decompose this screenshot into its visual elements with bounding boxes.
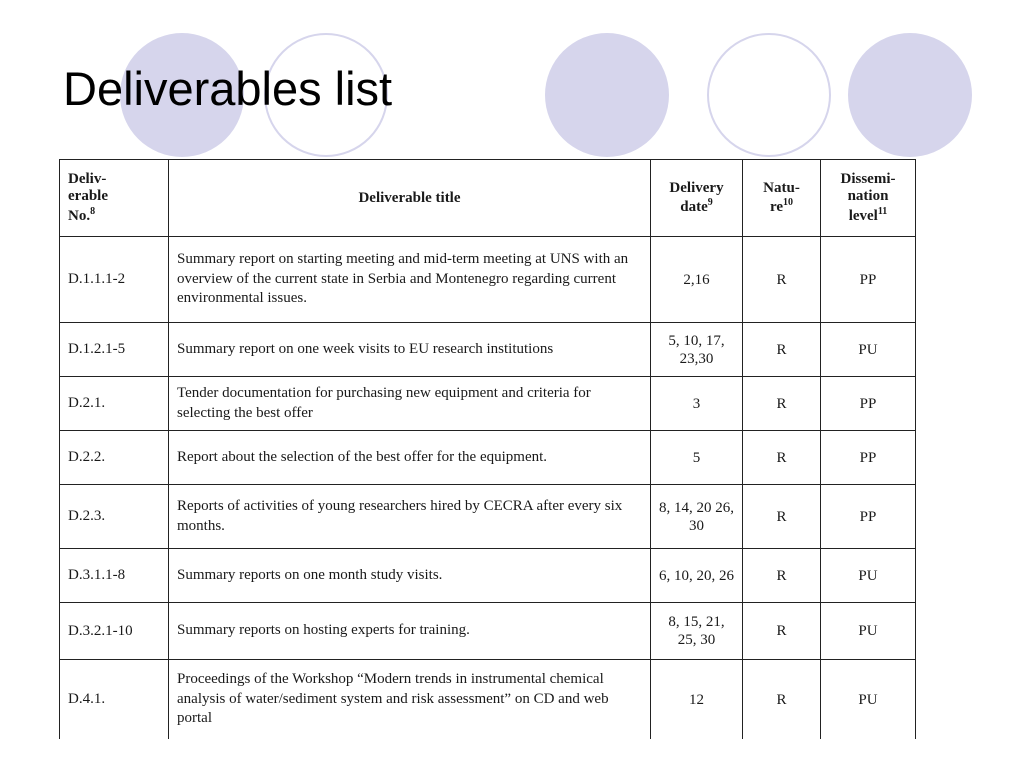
cell-deliverable-title: Tender documentation for purchasing new equipment and criteria for selecting the best offer: [169, 377, 651, 431]
cell-deliverable-no: D.1.1.1-2: [60, 237, 169, 323]
header-delivery-date: Delivery date$^9$: [651, 160, 743, 237]
table-row: [60, 549, 916, 603]
cell-delivery-date: 2,16: [651, 237, 743, 323]
cell-deliverable-title: Report about the selection of the best offer for the equipment.: [169, 431, 651, 485]
cell-delivery-date: 3: [651, 377, 743, 431]
table-row: [60, 377, 916, 431]
cell-deliverable-title: Proceedings of the Workshop “Modern trends in instrumental chemical analysis of water/sediment system and risk assessment” on CD and web portal: [169, 660, 651, 740]
cell-deliverable-no: D.1.2.1-5: [60, 323, 169, 377]
table-row: [60, 485, 916, 549]
cell-deliverable-no: D.2.2.: [60, 431, 169, 485]
cell-dissemination-level: PP: [821, 377, 916, 431]
cell-deliverable-no: D.3.2.1-10: [60, 603, 169, 660]
cell-dissemination-level: PP: [821, 431, 916, 485]
cell-dissemination-level: PP: [821, 237, 916, 323]
cell-deliverable-title: Summary report on starting meeting and mid-term meeting at UNS with an overview of the current state in Serbia and Montenegro regarding current environmental issues.: [169, 237, 651, 323]
table-row: [60, 237, 916, 323]
slide-title: Deliverables list: [63, 62, 393, 115]
cell-dissemination-level: PP: [821, 485, 916, 549]
cell-nature: R: [743, 377, 821, 431]
cell-nature: R: [743, 237, 821, 323]
decor-circle-5: [848, 33, 972, 157]
cell-nature: R: [743, 431, 821, 485]
cell-deliverable-title: Summary report on one week visits to EU research institutions: [169, 323, 651, 377]
cell-delivery-date: 12: [651, 660, 743, 740]
cell-nature: R: [743, 603, 821, 660]
cell-delivery-date: 8, 15, 21, 25, 30: [651, 603, 743, 660]
cell-dissemination-level: PU: [821, 660, 916, 740]
cell-nature: R: [743, 549, 821, 603]
cell-delivery-date: 6, 10, 20, 26: [651, 549, 743, 603]
header-dissemination-level: Dissemi- nation level$^{11}$: [821, 160, 916, 237]
table-row: [60, 660, 916, 740]
cell-deliverable-no: D.2.1.: [60, 377, 169, 431]
cell-dissemination-level: PU: [821, 549, 916, 603]
cell-nature: R: [743, 485, 821, 549]
header-deliverable-no: Deliv- erable No.$^8$: [60, 160, 169, 237]
decor-circle-3: [545, 33, 669, 157]
cell-deliverable-title: Summary reports on one month study visits.: [169, 549, 651, 603]
cell-dissemination-level: PU: [821, 323, 916, 377]
cell-deliverable-no: D.4.1.: [60, 660, 169, 740]
cell-deliverable-title: Summary reports on hosting experts for training.: [169, 603, 651, 660]
table-row: [60, 323, 916, 377]
cell-deliverable-title: Reports of activities of young researchers hired by CECRA after every six months.: [169, 485, 651, 549]
cell-nature: R: [743, 323, 821, 377]
decor-circle-4: [707, 33, 831, 157]
deliverables-table: [59, 159, 916, 739]
table-header-row: [60, 160, 916, 237]
cell-deliverable-no: D.2.3.: [60, 485, 169, 549]
table-row: [60, 603, 916, 660]
cell-nature: R: [743, 660, 821, 740]
cell-dissemination-level: PU: [821, 603, 916, 660]
deliverables-table-container: [59, 159, 916, 739]
cell-delivery-date: 5: [651, 431, 743, 485]
table-row: [60, 431, 916, 485]
cell-delivery-date: 5, 10, 17, 23,30: [651, 323, 743, 377]
header-deliverable-title: Deliverable title: [169, 160, 651, 237]
header-nature: Natu- $re^{10}$: [743, 160, 821, 237]
cell-delivery-date: 8, 14, 20 26, 30: [651, 485, 743, 549]
cell-deliverable-no: D.3.1.1-8: [60, 549, 169, 603]
